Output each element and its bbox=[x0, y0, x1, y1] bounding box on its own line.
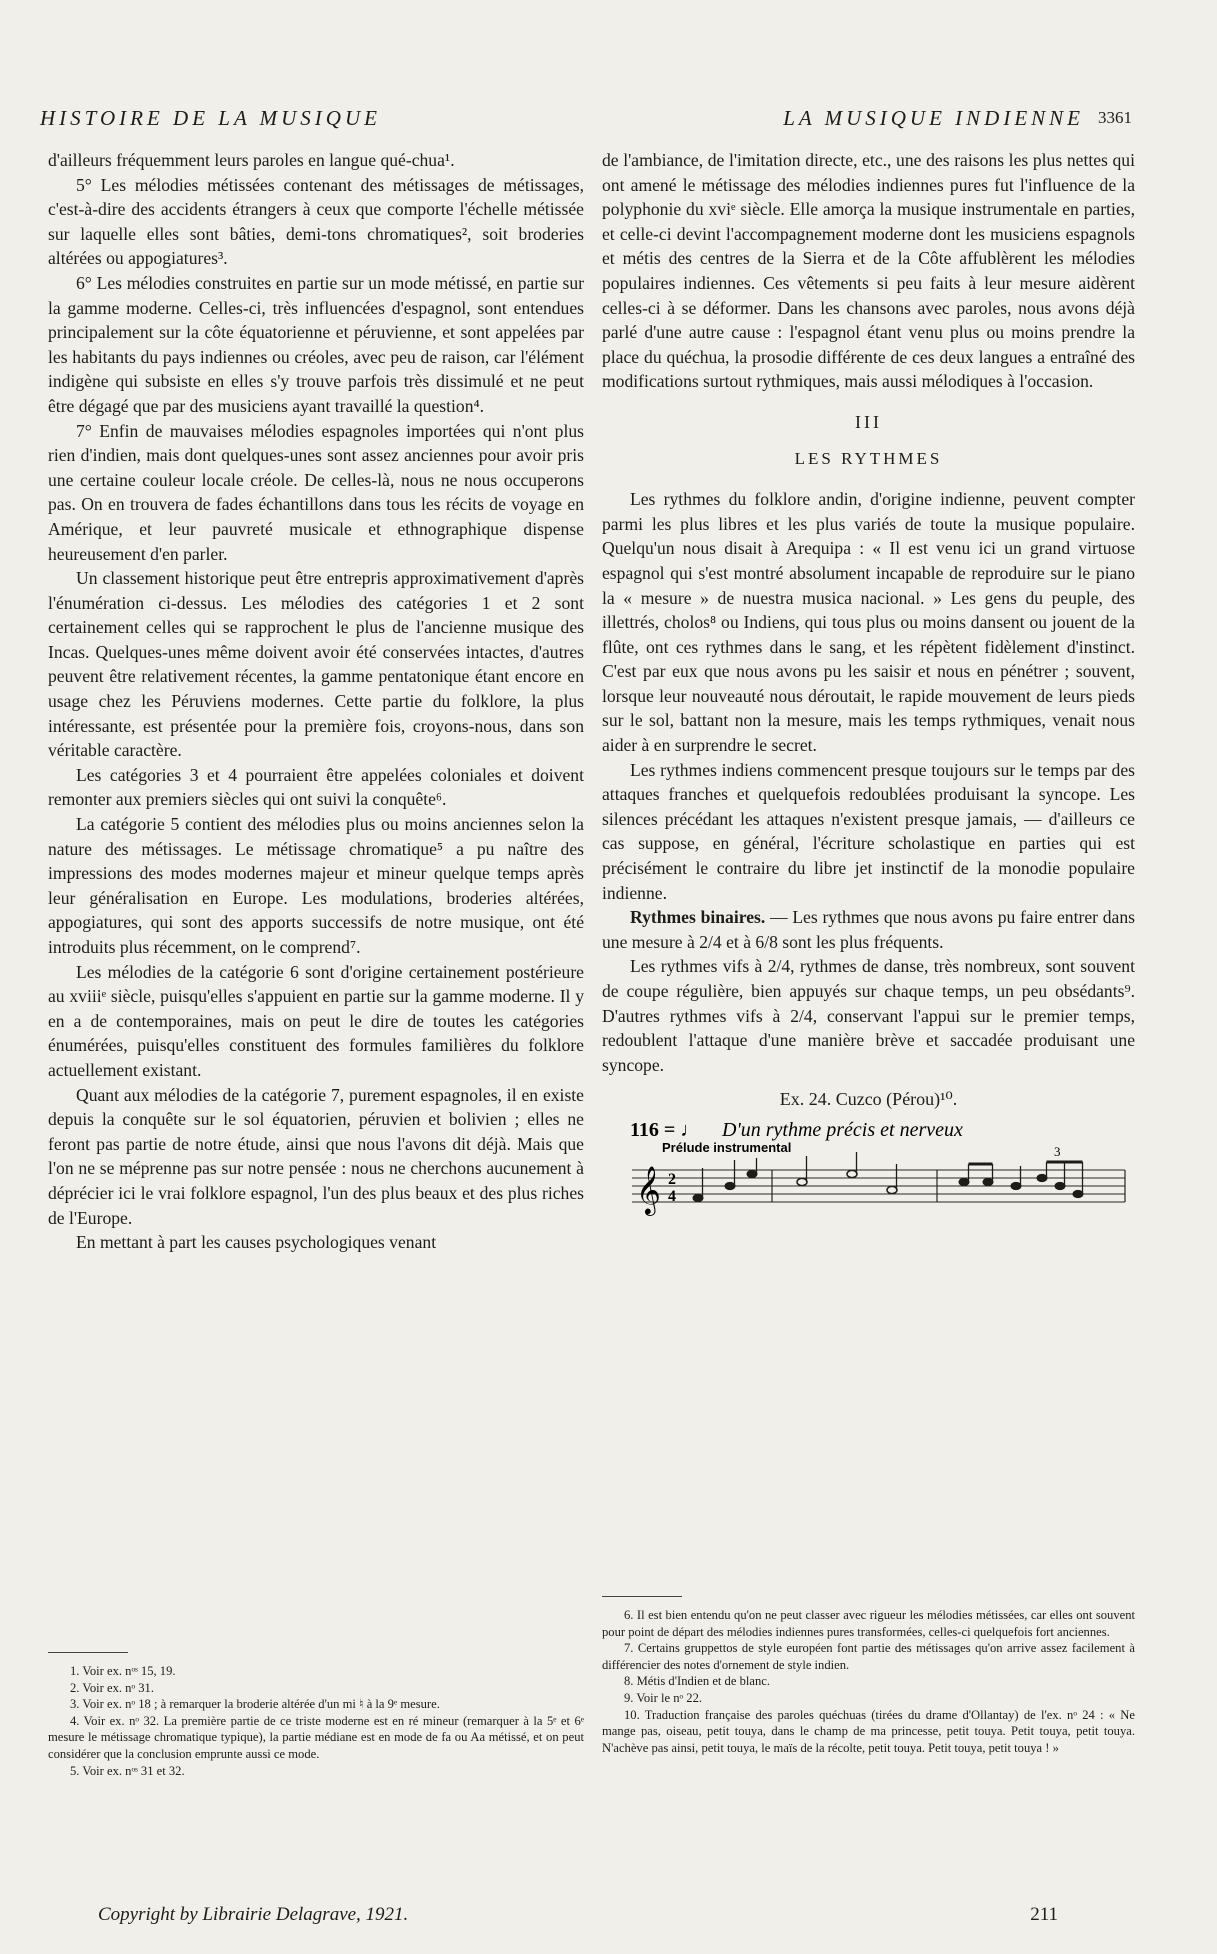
left-footnotes bbox=[48, 1652, 584, 1779]
footnote: 8. Métis d'Indien et de blanc. bbox=[624, 1674, 771, 1689]
footnote-rule bbox=[48, 1652, 128, 1653]
paragraph: de l'ambiance, de l'imitation directe, etc., une des raisons les plus nettes qui ont amené le métissage des mélodies indiennes pures fut l'influence de la polyphonie du xviᵉ siècle. Elle amorça la musique instrumentale en parties, et celle-ci devint l'accompagnement moderne dont les musiciens espagnols et métis des centres de la Sierra et de la Côte affublèrent les mélodies populaires indiennes. Ces vêtements si peu faits à leur mesure aidèrent celles-ci à se déformer. Dans les chansons avec paroles, nous avons déjà parlé d'une autre cause : l'espagnol étant venu plus ou moins prendre la place du quéchua, la prosodie différente de ces deux langues a entraîné des modifications surtout rythmiques, mais aussi mélodiques à l'occasion. bbox=[602, 150, 1135, 392]
paragraph: 7° Enfin de mauvaises mélodies espagnoles importées qui n'ont plus rien d'indien, mais dont quelques-unes sont assez anciennes pour avoir pris une certaine couleur locale créole. De celles-là, nous ne nous occuperons pas. On en trouvera de fades échantillons dans tous les récits de voyage en Amérique, et leur pauvreté musicale et ethnographique dispense heureusement d'en parler. bbox=[48, 420, 584, 564]
prelude-subtitle: Prélude instrumental bbox=[662, 1139, 792, 1155]
folio-number: 211 bbox=[1030, 1904, 1058, 1925]
header-left-title: HISTOIRE DE LA MUSIQUE bbox=[40, 106, 381, 130]
paragraph: Les rythmes du folklore andin, d'origine indienne, peuvent compter parmi les plus libres et les plus variés de toute la musique populaire. Quelqu'un nous disait à Arequipa : « Il est venu ici un grand virtuose espagnol qui s'est montré absolument incapable de reproduire sur le piano la « mesure » de nuestra musica nacional. » Les gens du peuple, des illettrés, cholos⁸ ou Indiens, qui tous plus ou moins dansent ou jouent de la flûte, ont ces rythmes dans le sang, et les répètent fidèlement d'instinct. C'est par eux que nous avons pu les saisir et nous en pénétrer ; souvent, lorsque leur nouveauté nous déroutait, le rapide mouvement de leurs pieds sur le sol, battant non la mesure, mais les temps rythmiques, venait nous aider à en surprendre le secret. bbox=[602, 489, 1135, 756]
right-column bbox=[602, 148, 1135, 1243]
binary-rhythms-text: — Les rythmes que nous avons pu faire entrer dans une mesure à 2/4 et à 6/8 sont les plus fréquents. bbox=[602, 907, 1135, 952]
section-title: LES RYTHMES bbox=[794, 448, 943, 468]
paragraph: Les mélodies de la catégorie 6 sont d'origine certainement postérieure au xviiiᵉ siècle, puisqu'elles s'appuient en partie sur la gamme moderne. Il y en a de contemporaines, mais on peut le dire de toutes les catégories énumérées, puisqu'elles constituent des formules familières du folklore actuellement existant. bbox=[48, 961, 584, 1080]
footnote: 6. Il est bien entendu qu'on ne peut classer avec rigueur les mélodies métissées, car elles ont souvent pour point de départ des mélodies indiennes pures transformées, celles-ci quelquefois fort anciennes. bbox=[602, 1608, 1135, 1639]
paragraph: Les rythmes vifs à 2/4, rythmes de danse, très nombreux, sont souvent de coupe régulière, bien appuyés sur chaque temps, un peu obsédants⁹. D'autres rythmes vifs à 2/4, conservant l'appui sur le premier temps, redoublent l'attaque d'une manière brève et saccadée produisant une syncope. bbox=[602, 956, 1135, 1075]
binary-rhythms-heading: Rythmes binaires. bbox=[630, 907, 766, 928]
paragraph: Les rythmes indiens commencent presque toujours sur le temps par des attaques franches et quelquefois redoublées produisant la syncope. Les silences précédant les attaques n'existent presque jamais, — d'ailleurs ce cas suppose, en général, l'écriture scholastique en parties qui est précisément le contraire du libre jet instinctif de la monodie populaire indienne. bbox=[602, 759, 1135, 903]
footnote: 3. Voir ex. nᵒ 18 ; à remarquer la broderie altérée d'un mi ♮ à la 9ᵉ mesure. bbox=[70, 1697, 440, 1712]
paragraph: 6° Les mélodies construites en partie sur un mode métissé, en partie sur la gamme moderne. Celles-ci, très influencées d'espagnol, sont entendues principalement sur la côte équatorienne et péruvienne, et sont appelées par les habitants du pays indiennes ou créoles, avec peu de raison, car l'élément indigène qui subsiste en elles s'y trouve parfois très dissimulé et ne peut être dégagé que par des musiciens ayant travaillé la question⁴. bbox=[48, 272, 584, 416]
time-signature-top: 2 bbox=[668, 1170, 676, 1188]
paragraph: d'ailleurs fréquemment leurs paroles en langue qué-chua¹. bbox=[48, 150, 455, 170]
section-number: III bbox=[855, 411, 882, 432]
paragraph: Quant aux mélodies de la catégorie 7, purement espagnoles, il en existe depuis la conquête sur le sol équatorien, péruvien et bolivien ; elles ne feront pas partie de notre étude, ainsi que nous l'avons dit déjà. Mais que l'on ne se méprenne pas sur notre pensée : nous ne cherchons aucunement à déprécier ici le vrai folklore espagnol, l'un des plus beaux et des plus riches de l'Europe. bbox=[48, 1084, 584, 1228]
footnote: 1. Voir ex. nᵒˢ 15, 19. bbox=[70, 1664, 176, 1678]
paragraph: Un classement historique peut être entrepris approximativement d'après l'énumération ci-dessus. Les mélodies des catégories 1 et 2 sont certainement celles qui se rapprochent le plus de l'ancienne musique des Incas. Quelques-unes même doivent avoir été conservées intactes, d'autres peuvent être relativement récentes, la gamme pentatonique étant encore en usage chez les Péruviens modernes. Cette partie du folklore, la plus intéressante, est présentée pour la première fois, croyons-nous, dans son véritable caractère. bbox=[48, 568, 584, 761]
paragraph: La catégorie 5 contient des mélodies plus ou moins anciennes selon la nature des métissages. Le métissage chromatique⁵ a pu naître des impressions des modes modernes majeur et mineur quelque temps après leur généralisation en Europe. Les modulations, broderies altérées, appogiatures, qui sont des apports successifs de notre musique, ont été introduits plus récemment, on le comprend⁷. bbox=[48, 814, 584, 957]
copyright-notice: Copyright by Librairie Delagrave, 1921. bbox=[98, 1904, 409, 1925]
page-footer bbox=[98, 1904, 1058, 1934]
left-column bbox=[48, 148, 584, 1255]
running-header bbox=[40, 106, 1132, 136]
music-score bbox=[602, 1118, 1135, 1236]
footnote: 2. Voir ex. nᵒ 31. bbox=[70, 1680, 154, 1695]
expression-marking: D'un rythme précis et nerveux bbox=[722, 1118, 963, 1141]
footnote: 9. Voir le nᵒ 22. bbox=[624, 1690, 703, 1705]
paragraph: Les catégories 3 et 4 pourraient être appelées coloniales et doivent remonter aux premiers siècles qui ont suivi la conquête⁶. bbox=[48, 764, 584, 810]
header-right-title: LA MUSIQUE INDIENNE bbox=[783, 106, 1084, 130]
footnote: 5. Voir ex. nᵒˢ 31 et 32. bbox=[70, 1763, 185, 1778]
tempo-marking: 116 = ♩ bbox=[630, 1118, 701, 1141]
time-signature-bottom: 4 bbox=[668, 1187, 676, 1205]
footnote: 4. Voir ex. nᵒ 32. La première partie de ce triste moderne est en ré mineur (remarquer à la 5ᵉ et 6ᵉ mesure le métissage chromatique typique), la partie médiane est en mode de fa ou Aa métissé, et on peut considérer que la conclusion emprunte aussi ce mode. bbox=[48, 1713, 584, 1761]
staff-lines bbox=[632, 1170, 1125, 1202]
paragraph: 5° Les mélodies métissées contenant des métissages de métissages, c'est-à-dire des accidents étrangers à ceux que comporte l'échelle métissée sur laquelle elles sont bâties, demi-tons chromatiques², soit broderies altérées ou appogiatures³. bbox=[48, 174, 584, 269]
footnote-rule bbox=[602, 1596, 682, 1597]
paragraph bbox=[602, 905, 1135, 954]
example-label: Ex. 24. Cuzco (Pérou)¹⁰. bbox=[779, 1089, 958, 1110]
footnote: 7. Certains gruppettos de style européen font partie des métissages qu'on arrive assez facilement à différencier des notes d'ornement de style indien. bbox=[602, 1641, 1135, 1672]
right-footnotes bbox=[602, 1596, 1135, 1756]
treble-clef: 𝄞 bbox=[636, 1164, 661, 1214]
page-number: 3361 bbox=[1098, 108, 1132, 127]
triplet-mark: 3 bbox=[1054, 1143, 1061, 1159]
footnote: 10. Traduction française des paroles quéchuas (tirées du drame d'Ollantay) de l'ex. nᵒ 24 : « Ne mange pas, oiseau, petit touya, dans le champ de ma princesse, petit touya. Petit touya, petit touya. N'achève pas ainsi, petit touya, le maïs de la récolte, petit touya. Petit touya, petit touya ! » bbox=[602, 1707, 1135, 1755]
paragraph: En mettant à part les causes psychologiques venant bbox=[76, 1232, 437, 1253]
